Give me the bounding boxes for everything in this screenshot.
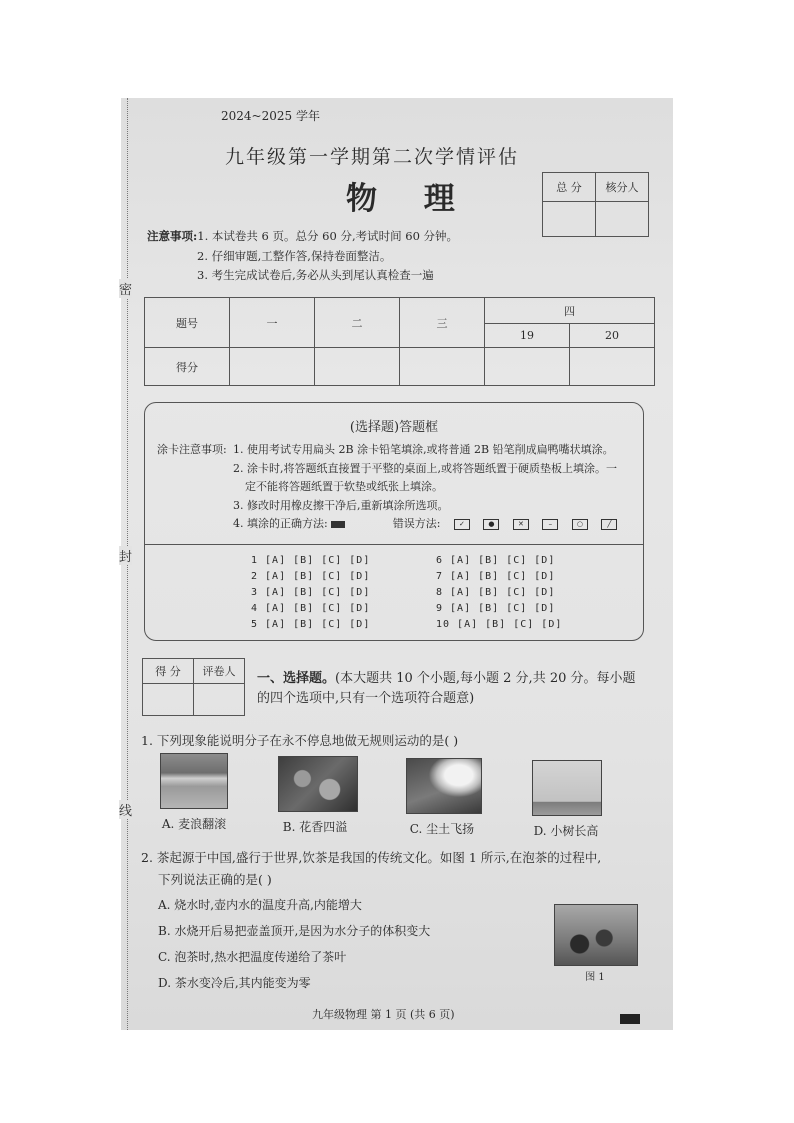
score-cell bbox=[485, 348, 570, 386]
answer-option-row[interactable]: 5 [A] [B] [C] [D] bbox=[251, 619, 371, 630]
grader-label: 评卷人 bbox=[194, 659, 245, 684]
question-2-stem-cont: 下列说法正确的是( ) bbox=[158, 872, 272, 887]
small-tree-image bbox=[532, 760, 602, 816]
q1-option-a: A. 麦浪翻滚 bbox=[161, 817, 227, 831]
checker-label: 核分人 bbox=[596, 173, 649, 202]
side-mark-seal: 封 bbox=[119, 546, 132, 565]
question-2-stem: 2. 茶起源于中国,盛行于世界,饮茶是我国的传统文化。如图 1 所示,在泡茶的过程中, bbox=[141, 850, 602, 865]
circle-mark-icon: ○ bbox=[572, 519, 588, 530]
grader-score-label: 得 分 bbox=[143, 659, 194, 684]
cross-mark-icon: ✕ bbox=[513, 519, 529, 530]
notes-item: 3. 考生完成试卷后,务必从头到尾认真检查一遍 bbox=[197, 268, 434, 282]
answer-box-label: 涂卡注意事项: bbox=[157, 443, 227, 456]
answer-option-row[interactable]: 10 [A] [B] [C] [D] bbox=[436, 619, 563, 630]
grader-score-cell bbox=[143, 684, 194, 716]
grader-box bbox=[142, 658, 245, 716]
fill-method-row bbox=[233, 515, 638, 534]
answer-box bbox=[144, 402, 644, 641]
fill-bad-label: 错误方法: bbox=[392, 517, 441, 530]
instruction-item: 1. 使用考试专用扁头 2B 涂卡铅笔填涂,或将普通 2B 铅笔削成扁鸭嘴状填涂。 bbox=[233, 443, 614, 456]
q2-option-d: D. 茶水变冷后,其内能变为零 bbox=[158, 976, 311, 990]
notes-item: 2. 仔细审题,工整作答,保持卷面整洁。 bbox=[197, 248, 392, 263]
notes-item: 1. 本试卷共 6 页。总分 60 分,考试时间 60 分钟。 bbox=[197, 229, 459, 243]
answer-option-row[interactable]: 7 [A] [B] [C] [D] bbox=[436, 571, 556, 582]
section-1-heading bbox=[257, 669, 642, 709]
exam-title: 九年级第一学期第二次学情评估 bbox=[224, 146, 519, 168]
row-label-score: 得分 bbox=[145, 348, 230, 386]
answer-option-row[interactable]: 9 [A] [B] [C] [D] bbox=[436, 603, 556, 614]
side-mark-seal: 密 bbox=[119, 279, 132, 298]
wheat-field-image bbox=[160, 753, 228, 809]
instruction-item: 定不能将答题纸置于软垫或纸张上填涂。 bbox=[245, 480, 443, 493]
school-year: 2024~2025 学年 bbox=[221, 109, 320, 123]
dash-mark-icon: – bbox=[542, 519, 558, 530]
answer-option-row[interactable]: 1 [A] [B] [C] [D] bbox=[251, 555, 371, 566]
total-score-box bbox=[542, 172, 649, 237]
q2-option-a: A. 烧水时,壶内水的温度升高,内能增大 bbox=[158, 898, 362, 912]
score-cell bbox=[570, 348, 655, 386]
col-section-1: 一 bbox=[230, 298, 315, 348]
page-footer: 九年级物理 第 1 页 (共 6 页) bbox=[312, 1008, 455, 1021]
answer-option-row[interactable]: 8 [A] [B] [C] [D] bbox=[436, 587, 556, 598]
flowers-image bbox=[278, 756, 358, 812]
checker-cell bbox=[596, 202, 649, 237]
tea-figure-image bbox=[554, 904, 638, 966]
section-desc: (本大题共 10 个小题,每小题 2 分,共 20 分。每小题的四个选项中,只有一个选项符合题意) bbox=[257, 671, 636, 706]
figure-1-caption: 图 1 bbox=[585, 972, 605, 983]
notes-label: 注意事项: bbox=[147, 229, 198, 243]
section-title: 一、选择题。 bbox=[257, 671, 336, 686]
exam-notes bbox=[147, 227, 458, 286]
question-score-table bbox=[144, 297, 655, 386]
answer-option-row[interactable]: 4 [A] [B] [C] [D] bbox=[251, 603, 371, 614]
dot-mark-icon: ● bbox=[483, 519, 499, 530]
instruction-item: 2. 涂卡时,将答题纸直接置于平整的桌面上,或将答题纸置于硬质垫板上填涂。一 bbox=[233, 461, 617, 475]
answer-option-row[interactable]: 3 [A] [B] [C] [D] bbox=[251, 587, 371, 598]
col-q20: 20 bbox=[570, 324, 655, 348]
col-q19: 19 bbox=[485, 324, 570, 348]
question-1-stem: 1. 下列现象能说明分子在永不停息地做无规则运动的是( ) bbox=[141, 733, 459, 748]
answer-option-row[interactable]: 6 [A] [B] [C] [D] bbox=[436, 555, 556, 566]
answer-options-right bbox=[436, 553, 562, 633]
instruction-item: 3. 修改时用橡皮擦干净后,重新填涂所选项。 bbox=[233, 498, 449, 512]
answer-box-divider bbox=[145, 544, 643, 545]
answer-options-left bbox=[251, 553, 370, 633]
q1-option-d: D. 小树长高 bbox=[533, 824, 599, 838]
score-cell bbox=[230, 348, 315, 386]
check-mark-icon: ✓ bbox=[454, 519, 470, 530]
q2-option-c: C. 泡茶时,热水把温度传递给了茶叶 bbox=[158, 950, 347, 964]
answer-option-row[interactable]: 2 [A] [B] [C] [D] bbox=[251, 571, 371, 582]
q1-option-c: C. 尘土飞扬 bbox=[409, 822, 475, 836]
score-cell bbox=[315, 348, 400, 386]
side-mark-line: 线 bbox=[119, 800, 132, 819]
corner-marker bbox=[620, 1014, 640, 1024]
col-section-2: 二 bbox=[315, 298, 400, 348]
total-score-label: 总 分 bbox=[543, 173, 596, 202]
row-label-question-no: 题号 bbox=[145, 298, 230, 348]
q1-option-b: B. 花香四溢 bbox=[282, 820, 348, 834]
fill-ok-label: 4. 填涂的正确方法: bbox=[233, 517, 328, 530]
grader-cell bbox=[194, 684, 245, 716]
q2-option-b: B. 水烧开后易把壶盖顶开,是因为水分子的体积变大 bbox=[158, 924, 431, 938]
score-cell bbox=[400, 348, 485, 386]
total-score-cell bbox=[543, 202, 596, 237]
answer-box-instructions bbox=[233, 441, 638, 534]
slash-mark-icon: ╱ bbox=[601, 519, 617, 530]
dust-image bbox=[406, 758, 482, 814]
subject-title: 物 理 bbox=[346, 181, 473, 217]
answer-box-title: (选择题)答题框 bbox=[349, 420, 439, 435]
col-section-4: 四 bbox=[485, 298, 655, 324]
col-section-3: 三 bbox=[400, 298, 485, 348]
correct-fill-icon bbox=[331, 521, 345, 528]
